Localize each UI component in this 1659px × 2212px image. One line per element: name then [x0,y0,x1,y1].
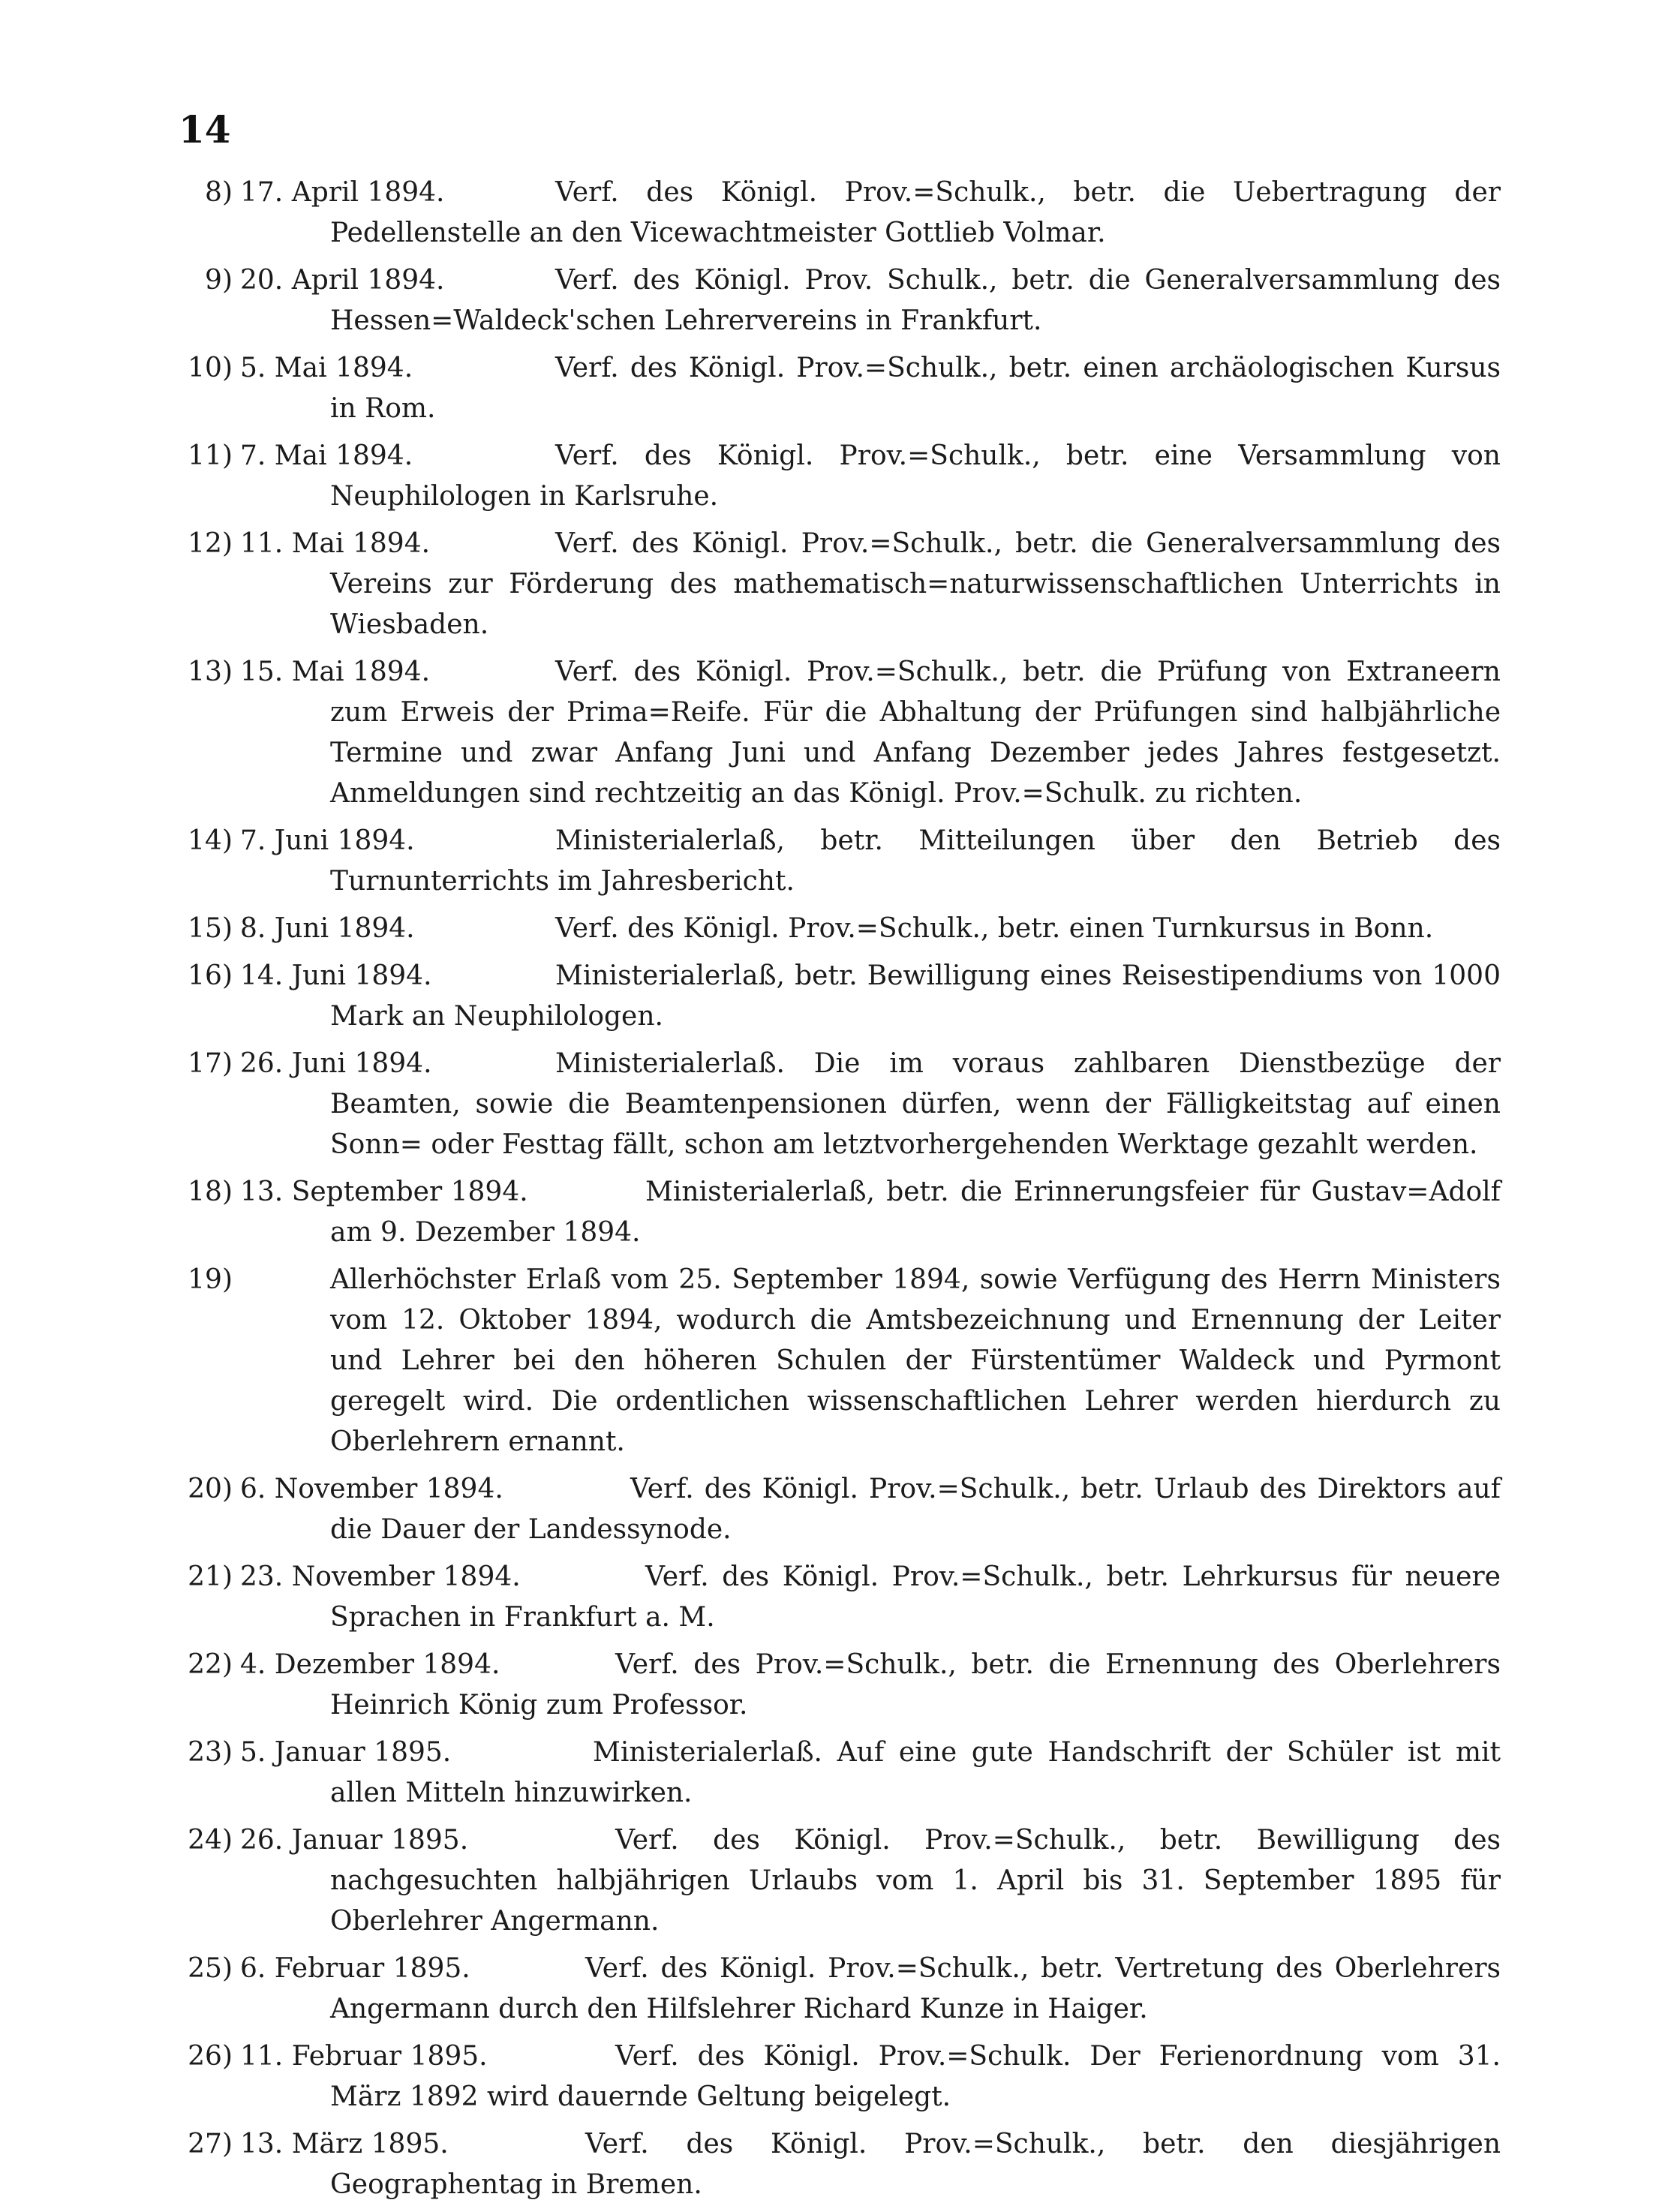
entry-number: 23) [188,1737,233,1768]
list-item [150,1733,1501,1814]
entry-number: 20) [188,1474,233,1504]
list-item [150,1469,1501,1550]
entry-body: Ministerialerlaß, betr. die Erinnerungsfeier für Gustav=Adolf am 9. Dezember 1894. [330,1177,1501,1248]
list-item [150,1557,1501,1638]
entry-number: 14) [188,825,233,856]
entry-date: 4. Dezember 1894. [240,1649,500,1680]
list-item [150,1949,1501,2030]
entry-body: Ministerialerlaß. Auf eine gute Handschrift der Schüler ist mit allen Mitteln hinzuwirken. [330,1737,1501,1808]
entry-date: 5. Mai 1894. [240,353,413,383]
entry-text [330,652,1501,814]
list-item [150,2036,1501,2117]
list-item [150,909,1501,949]
entry-number: 26) [188,2041,233,2072]
list-item [150,652,1501,814]
entry-date: 8. Juni 1894. [240,913,415,944]
list-item [150,1172,1501,1253]
entry-number: 8) [205,177,233,208]
entry-body: Verf. des Königl. Prov.=Schulk., betr. einen archäologischen Kursus in Rom. [330,353,1501,424]
entry-text [330,436,1501,517]
entry-body: Ministerialerlaß. Die im voraus zahlbaren Dienstbezüge der Beamten, sowie die Beamtenpensionen dürfen, wenn der Fälligkeitstag auf einen Sonn= oder Festtag fällt, schon am letztvorhergehenden Werktage gezahlt werden. [330,1048,1501,1160]
list-item [150,821,1501,902]
entry-body: Verf. des Prov.=Schulk., betr. die Ernennung des Oberlehrers Heinrich König zum Professor. [330,1649,1501,1721]
list-item [150,348,1501,429]
entry-text [330,2036,1501,2117]
entry-date: 13. September 1894. [240,1177,528,1207]
entry-text [330,1469,1501,1550]
entry-date: 6. November 1894. [240,1474,503,1504]
entry-body: Verf. des Königl. Prov.=Schulk., betr. die Uebertragung der Pedellenstelle an den Vicewachtmeister Gottlieb Volmar. [330,177,1501,248]
entry-body: Verf. des Königl. Prov.=Schulk., betr. die Generalversammlung des Vereins zur Förderung des mathematisch=naturwissenschaftlichen Unterrichts in Wiesbaden. [330,528,1501,640]
list-item [150,956,1501,1037]
entry-number: 19) [188,1264,233,1295]
entry-body: Verf. des Königl. Prov.=Schulk., betr. Urlaub des Direktors auf die Dauer der Landessynode. [330,1474,1501,1545]
entry-text [330,348,1501,429]
entry-date: 20. April 1894. [240,265,445,296]
entry-body: Allerhöchster Erlaß vom 25. September 1894, sowie Verfügung des Herrn Ministers vom 12. Oktober 1894, wodurch die Amtsbezeichnung und Ernennung der Leiter und Lehrer bei den höheren Schulen der Fürstentümer Waldeck und Pyrmont geregelt wird. Die ordentlichen wissenschaftlichen Lehrer werden hierdurch zu Oberlehrern ernannt. [330,1264,1501,1457]
entry-text [330,1645,1501,1726]
entry-text [330,524,1501,645]
entry-number: 22) [188,1649,233,1680]
list-item [150,524,1501,645]
entry-text [330,260,1501,341]
entry-body: Verf. des Königl. Prov.=Schulk., betr. eine Versammlung von Neuphilologen in Karlsruhe. [330,440,1501,512]
entry-text [330,1733,1501,1814]
entry-body: Ministerialerlaß, betr. Mitteilungen über den Betrieb des Turnunterrichts im Jahresbericht. [330,825,1501,897]
entry-number: 15) [188,913,233,944]
page-number: 14 [179,107,231,152]
entry-body: Verf. des Königl. Prov.=Schulk., betr. Bewilligung des nachgesuchten halbjährigen Urlaubs vom 1. April bis 31. September 1895 für Oberlehrer Angermann. [330,1825,1501,1937]
entry-text [330,1260,1501,1462]
entry-text [330,173,1501,254]
entry-date: 14. Juni 1894. [240,960,432,991]
entry-number: 13) [188,657,233,687]
entry-date: 13. März 1895. [240,2129,449,2159]
entry-number: 11) [188,440,233,471]
entry-date: 5. Januar 1895. [240,1737,452,1768]
entry-date: 26. Juni 1894. [240,1048,432,1079]
entry-text [330,821,1501,902]
entry-body: Verf. des Königl. Prov.=Schulk., betr. einen Turnkursus in Bonn. [555,913,1434,944]
entry-body: Verf. des Königl. Prov.=Schulk. Der Ferienordnung vom 31. März 1892 wird dauernde Geltung beigelegt. [330,2041,1501,2112]
entry-number: 21) [188,1561,233,1592]
entry-body: Verf. des Königl. Prov.=Schulk., betr. den diesjährigen Geographentag in Bremen. [330,2129,1501,2200]
list-item [150,2124,1501,2205]
entry-date: 6. Februar 1895. [240,1953,470,1984]
entry-number: 25) [188,1953,233,1984]
list-item [150,173,1501,254]
entry-body: Verf. des Königl. Prov.=Schulk., betr. Vertretung des Oberlehrers Angermann durch den Hilfslehrer Richard Kunze in Haiger. [330,1953,1501,2024]
entry-text [330,909,1501,949]
list-item [150,1820,1501,1942]
entry-number: 12) [188,528,233,559]
entry-text [330,956,1501,1037]
entry-number: 9) [205,265,233,296]
entry-text [330,1949,1501,2030]
entry-body: Ministerialerlaß, betr. Bewilligung eines Reisestipendiums von 1000 Mark an Neuphilologen. [330,960,1501,1032]
entry-date: 11. Februar 1895. [240,2041,488,2072]
entry-date: 15. Mai 1894. [240,657,431,687]
entry-date: 7. Juni 1894. [240,825,415,856]
entry-date: 26. Januar 1895. [240,1825,469,1856]
list-item [150,436,1501,517]
entry-number: 10) [188,353,233,383]
entry-date: 17. April 1894. [240,177,445,208]
entry-body: Verf. des Königl. Prov.=Schulk., betr. die Prüfung von Extraneern zum Erweis der Prima=Reife. Für die Abhaltung der Prüfungen sind halbjährliche Termine und zwar Anfang Juni und Anfang Dezember jedes Jahres festgesetzt. Anmeldungen sind rechtzeitig an das Königl. Prov.=Schulk. zu richten. [330,657,1501,809]
entry-body: Verf. des Königl. Prov. Schulk., betr. die Generalversammlung des Hessen=Waldeck'schen Lehrervereins in Frankfurt. [330,265,1501,336]
entry-number: 27) [188,2129,233,2159]
entry-date: 7. Mai 1894. [240,440,413,471]
decree-list [150,173,1501,2212]
entry-text [330,2124,1501,2205]
entry-number: 17) [188,1048,233,1079]
entry-text [330,1044,1501,1165]
entry-date: 23. November 1894. [240,1561,521,1592]
entry-body: Verf. des Königl. Prov.=Schulk., betr. Lehrkursus für neuere Sprachen in Frankfurt a. M. [330,1561,1501,1633]
list-item [150,1260,1501,1462]
entry-number: 16) [188,960,233,991]
entry-number: 24) [188,1825,233,1856]
list-item [150,260,1501,341]
entry-number: 18) [188,1177,233,1207]
entry-date: 11. Mai 1894. [240,528,431,559]
entry-text [330,1820,1501,1942]
list-item [150,1645,1501,1726]
list-item [150,1044,1501,1165]
